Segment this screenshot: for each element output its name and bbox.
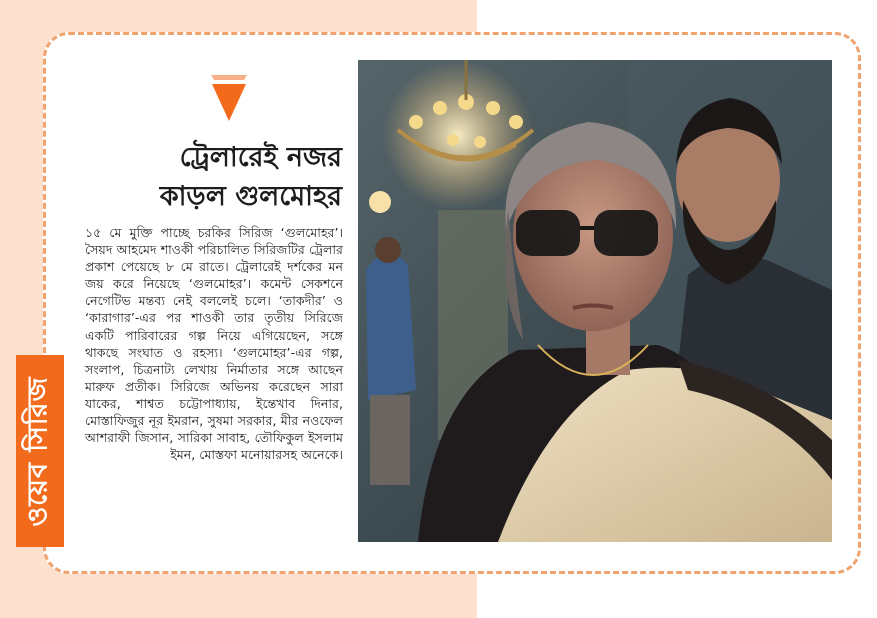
headline-line-1: ট্রেলারেই নজর [179, 142, 342, 173]
chevron-down-icon [211, 75, 247, 121]
headline-line-2: কাড়ল গুলমোহর [159, 181, 342, 212]
section-tab [16, 355, 64, 547]
headline [120, 138, 342, 216]
article-body: ১৫ মে মুক্তি পাচ্ছে চরকির সিরিজ ‘গুলমোহর’। সৈয়দ আহমেদ শাওকী পরিচালিত সিরিজটির ট্রেলার প্রকাশ পেয়েছে ৮ মে রাতে। ট্রেলারেই দর্শকের মন জয় করে নিয়েছে ‘গুলমোহর’। কমেন্ট সেকশনে নেগেটিভ মন্তব্য নেই বললেই চলে। ‘তাকদীর’ ও ‘কারাগার’-এর পর শাওকী তার তৃতীয় সিরিজে একটি পারিবারের গল্প নিয়ে এগিয়েছেন, সঙ্গে থাকছে সংঘাত ও রহস্য। ‘গুলমোহর’-এর গল্প, সংলাপ, চিত্রনাট্য লেখায় নির্মাতার সঙ্গে আছেন মারুফ প্রতীক। সিরিজে অভিনয় করেছেন সারা যাকের, শাশ্বত চট্টোপাধ্যায়, ইন্তেখাব দিনার, মোস্তাফিজুর নূর ইমরান, সুষমা সরকার, মীর নওফেল আশরাফী জিসান, সারিকা সাবাহ, তৌফিকুল ইসলাম ইমন, মোস্তফা মনোয়ারসহ অনেকে। [85, 225, 343, 463]
article-photo [358, 60, 832, 542]
section-tab-label: ওয়েব সিরিজ [22, 375, 54, 527]
